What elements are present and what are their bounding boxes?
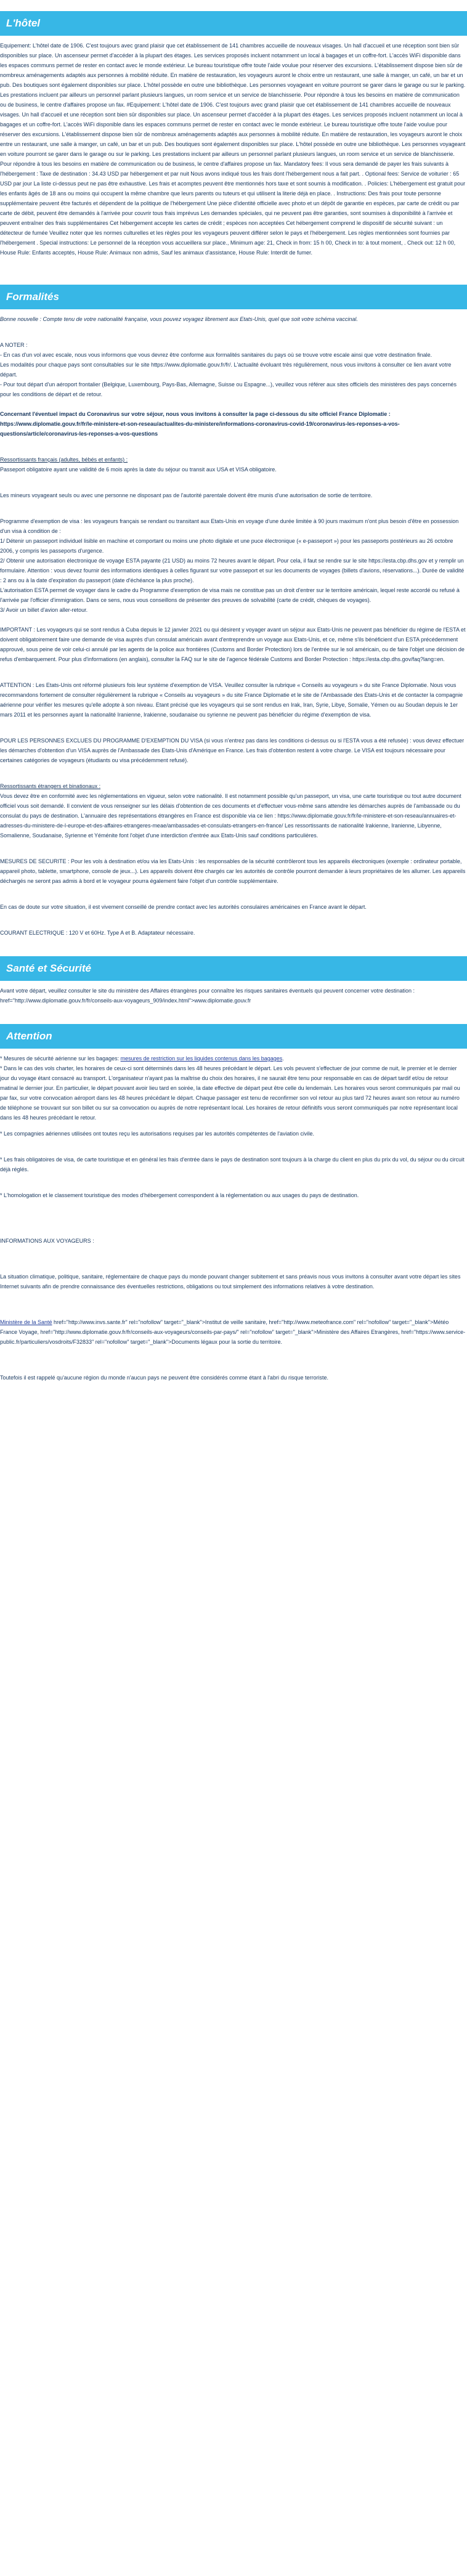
page [0,11,467,1383]
sante-content [0,986,467,1006]
informations-voyageurs-title: INFORMATIONS AUX VOYAGEURS : [0,1238,94,1244]
mesures-bagages-suffix: . [282,1055,284,1062]
mesures-liquides-link[interactable]: mesures de restriction sur les liquides contenus dans les bagages [120,1055,283,1062]
section-formalites [0,285,467,938]
programme-line-3: 2/ Obtenir une autorisation électronique de voyage ESTA payante (21 USD) au moins 72 heures avant le départ. Pour cela, il faut se rendre sur le site https://esta.cbp.dhs.gov et y remplir un formulaire. Attention : vous devez fournir des informations identiques à celles figurant sur votre passeport et sur les documents de voyages (billets d'avions, réservations...). Durée de validité : 2 ans ou à la date d'expiration du passeport (date d'échéance la plus proche). [0,558,465,583]
homologation-text: * L'homologation et le classement touristique des modes d'hébergement correspondent à la réglementation ou aux usages du pays de destination. [0,1192,359,1198]
section-title-attention: Attention [0,1024,467,1049]
a-noter-line-1: - En cas d'un vol avec escale, nous vous informons que vous devrez être conforme aux formalités sanitaires du pays où se trouve votre escale ainsi que votre destination finale. [0,352,432,358]
frais-obligatoires-text: * Les frais obligatoires de visa, de carte touristique et en général les frais d'entrée dans le pays de destination sont toujours à la charge du client en plus du prix du vol, du séjour ou du circuit déjà réglés. [0,1156,465,1172]
ministere-line [0,1317,467,1347]
formalites-content [0,314,467,938]
programme-line-2: 1/ Détenir un passeport individuel lisible en machine et comportant ou moins une photo digitale et une puce électronique (« e-passeport ») pour les passeports postérieurs au 26 octobre 2006, y compris les passeports d'urgence. [0,538,453,554]
passeport-text: Passeport obligatoire ayant une validité de 6 mois après la date du séjour ou transit aux USA et VISA obligatoire. [0,466,277,473]
ressortissants-title: Ressortissants français (adultes, bébés et enfants) : [0,457,128,463]
mesures-bagages [0,1054,467,1063]
vols-charter-text: * Dans le cas des vols charter, les horaires de ceux-ci sont déterminés dans les 48 heures précédant le départ. Les vols peuvent s'effectuer de jour comme de nuit, le premier et le dernier jour du voyage étant consacré au transport. L'organisateur n'ayant pas la maîtrise du choix des horaires, il ne saurait être tenu pour responsable en cas de départ tardif et/ou de retour matinal le dernier jour. En particulier, le départ pouvant avoir lieu tard en soirée, la date effective de départ peut être celle du lendemain. Les horaires vous seront communiqués par mail ou par fax, sur votre convocation aéroport dans les 48 heures précédant le départ. Chaque passager est tenu de reconfirmer son vol retour au plus tard 72 heures avant son retour au numéro de téléphone se trouvant sur son billet ou sur sa convocation ou auprès de notre représentant local. Les horaires de retour définitifs vous seront communiqués par notre représentant local dans les 48 heures précédant le retour. [0,1065,460,1121]
section-title-hotel: L'hôtel [0,11,467,36]
section-hotel [0,11,467,258]
attention-text: ATTENTION : Les Etats-Unis ont réformé plusieurs fois leur système d'exemption de VISA. Veuillez consulter la rubrique « Conseils au voyageurs » du site France Diplomatie. Nous vous recommandons fortement de consulter régulièrement la rubrique « Conseils au voyageurs » du site France Diplomatie et le site de l'Ambassade des Etats-Unis et de contacter la compagnie aérienne pour vérifier les mesures qu'elle adopte à son niveau. Etant précisé que les voyageurs qui se sont rendus en Irak, Iran, Syrie, Libye, Somalie, Yémen ou au Soudan depuis le 1er mars 2011 et les personnes ayant la nationalité Iranienne, Irakienne, soudanaise ou syrienne ne peuvent pas bénéficier du régime d'exemption de visa. [0,682,463,718]
coronavirus-notice: Concernant l'éventuel impact du Coronavirus sur votre séjour, nous vous invitons à consulter la page ci-dessous du site officiel France Diplomatie : https://www.diplomatie.gouv.fr/fr/le-ministere-et-son-reseau/actualites-du-ministere/informations-coronavirus-covid-19/coronavirus-les-reponses-a-vos-questions/article/coronavirus-les-reponses-a-vos-questions [0,411,400,437]
section-title-sante: Santé et Sécurité [0,956,467,981]
important-text: IMPORTANT : Les voyageurs qui se sont rendus à Cuba depuis le 12 janvier 2021 ou qui désirent y voyager avant un séjour aux Etats-Unis ne peuvent pas bénéficier du régime de l'ESTA et doivent obligatoirement faire une demande de visa auprès d'un consulat américain avant d'entreprendre un voyage aux Etats-Unis, et ce, même s'ils bénéficient d'un ESTA précédemment approuvé, sous peine de voir celui-ci annulé par les agents de la police aux frontières (Customs and Border Protection) lors de l'entrée sur le sol américain, ou de faire l'objet une décision de refus d'embarquement. Pour plus d'informations (en anglais), consulter la FAQ sur le site de l'agence fédérale Customs and Border Protection : https://esta.cbp.dhs.gov/faq?lang=en. [0,627,466,662]
cas-de-doute-text: En cas de doute sur votre situation, il est vivement conseillé de prendre contact avec les autorités consulaires américaines en France avant le départ. [0,904,367,910]
mesures-bagages-prefix: * Mesures de sécurité aérienne sur les bagages: [0,1055,121,1062]
etrangers-title: Ressortissants étrangers et binationaux : [0,783,101,789]
a-noter-line-3: - Pour tout départ d'un aéroport frontalier (Belgique, Luxembourg, Pays-Bas, Allemagne, Suisse ou Espagne...), veuillez vous référer aux sites officiels des ministères des pays concernés pour les conditions de départ et de retour. [0,381,457,397]
ministere-rest-text: href="http://www.invs.sante.fr" rel="nofollow" target="_blank">Institut de veille sanitaire, href="http://www.meteofrance.com" rel="nofollow" target="_blank">Météo France Voyage, href="http://www.diplomatie.gouv.fr/fr/conseils-aux-voyageurs/conseils-par-pays/" rel="nofollow" target="_blank">Ministère des Affaires Etrangères, href="https://www.service-public.fr/particuliers/vosdroits/F32833" rel="nofollow" target="_blank">Documents légaux pour la sortie du territoire. [0,1319,466,1345]
programme-line-5: 3/ Avoir un billet d'avion aller-retour. [0,607,88,613]
hotel-content [0,41,467,258]
formalites-intro: Bonne nouvelle : Compte tenu de votre nationalité française, vous pouvez voyagez librement aux Etats-Unis, quel que soit votre schéma vaccinal. [0,316,358,322]
programme-line-4: L'autorisation ESTA permet de voyager dans le cadre du Programme d'exemption de visa mais ne constitue pas un droit d'entrer sur le territoire américain, lequel reste accordé ou refusé à l'arrivée par l'officier d'immigration. Dans ce sens, nous vous conseillons de présenter des preuves de solvabilité (carte de crédit, chèques de voyages). [0,587,460,603]
personnes-exclues-text: POUR LES PERSONNES EXCLUES DU PROGRAMME D'EXEMPTION DU VISA (si vous n'entrez pas dans les conditions ci-dessus ou si l'ESTA vous a été refusée) : vous devez effectuer les démarches d'obtention d'un VISA auprès de l'Ambassade des Etats-Unis d'Amérique en France. Les frais d'obtention restent à votre charge. Le VISA est toujours nécessaire pour certaines catégories de voyageurs (étudiants ou visa précédemment refusé). [0,737,465,763]
courant-electrique-text: COURANT ELECTRIQUE : 120 V et 60Hz. Type A et B. Adaptateur nécessaire. [0,930,195,936]
situation-text: La situation climatique, politique, sanitaire, réglementaire de chaque pays du monde pouvant changer subitement et sans préavis nous vous invitons à consulter avant votre départ les sites Internet suivants afin de prendre connaissance des éventuelles restrictions, obligations ou tout simplement des informations relatives à votre destination. [0,1274,461,1290]
compagnies-text: * Les compagnies aériennes utilisées ont toutes reçu les autorisations requises par les autorités compétentes de l'aviation civile. [0,1131,314,1137]
mesures-securite-text: MESURES DE SECURITE : Pour les vols à destination et/ou via les Etats-Unis : les responsables de la sécurité contrôleront tous les appareils électroniques (exemple : ordinateur portable, appareil photo, tablette, smartphone, console de jeux...). Les appareils doivent être chargés car les autorités de contrôle pourront demander à leurs propriétaires de les allumer. Les appareils déchargés ne seront pas admis à bord et le voyageur pourra également faire l'objet d'un contrôle supplémentaire. [0,858,466,884]
section-attention [0,1024,467,1383]
section-title-formalites: Formalités [0,285,467,309]
hotel-description: Equipement: L'hôtel date de 1906. C'est toujours avec grand plaisir que cet établissement de 141 chambres accueille de nouveaux visages. Un hall d'accueil et une réception sont bien sûr disponibles sur place. Un ascenseur permet d'accéder à la plupart des étages. Les services proposés incluent notamment un local à bagages et un coffre-fort. L'accès WiFi disponible dans les espaces communs permet de rester en contact avec le monde extérieur. Le bureau touristique offre toute l'aide voulue pour réserver des excursions. L'établissement dispose bien sûr de nombreux aménagements adaptés aux personnes à mobilité réduite. En matière de restauration, les voyageurs auront le choix entre un restaurant, une salle à manger, un café, un bar et un pub. Des boutiques sont également disponibles sur place. L'hôtel possède en outre une bibliothèque. Les personnes voyageant en voiture pourront se garer dans le garage ou sur le parking. Les prestations incluent par ailleurs un personnel parlant plusieurs langues, un room service et un service de blanchisserie. Pour répondre à tous les besoins en matière de communication ou de business, le centre d'affaires propose un fax. #Equipement: L'hôtel date de 1906. C'est toujours avec grand plaisir que cet établissement de 141 chambres accueille de nouveaux visages. Un hall d'accueil et une réception sont bien sûr disponibles sur place. Un ascenseur permet d'accéder à la plupart des étages. Les services proposés incluent notamment un local à bagages et un coffre-fort. L'accès WiFi disponible dans les espaces communs permet de rester en contact avec le monde extérieur. Le bureau touristique offre toute l'aide voulue pour réserver des excursions. L'établissement dispose bien sûr de nombreux aménagements adaptés aux personnes à mobilité réduite. En matière de restauration, les voyageurs auront le choix entre un restaurant, une salle à manger, un café, un bar et un pub. Des boutiques sont également disponibles sur place. L'hôtel possède en outre une bibliothèque. Les personnes voyageant en voiture pourront se garer dans le garage ou sur le parking. Les prestations incluent par ailleurs un personnel parlant plusieurs langues, un room service et un service de blanchisserie. Pour répondre à tous les besoins en matière de communication ou de business, le centre d'affaires propose un fax. Mandatory fees: Il vous sera demandé de payer les frais suivants à l'hébergement : Taxe de destination : 34.43 USD par hébergement et par nuit Nous avons indiqué tous les frais dont l'hébergement nous a fait part. . Optional fees: Service de voiturier : 65 USD par jour La liste ci-dessus peut ne pas être exhaustive. Les frais et acomptes peuvent être mentionnés hors taxe et sont soumis à modification. . Policies: L'hébergement est gratuit pour les enfants âgés de 18 ans ou moins qui occupent la même chambre que leurs parents ou tuteurs et qui utilisent la literie déjà en place. . Instructions: Des frais pour toute personne supplémentaire peuvent être facturés et dépendent de la politique de l'hébergement Une pièce d'identité officielle avec photo et un dépôt de garantie en espèces, par carte de crédit ou par carte de débit, peuvent être demandés à l'arrivée pour couvrir tous frais imprévus Les demandes spéciales, qui ne peuvent pas être garanties, sont soumises à disponibilité à l'arrivée et peuvent entraîner des frais supplémentaires Cet hébergement accepte les cartes de crédit ; espèces non acceptées Cet hébergement comprend le dispositif de sécurité suivant : un détecteur de fumée Veuillez noter que les normes culturelles et les règles pour les voyageurs peuvent différer selon le pays et l'hébergement. Les règles mentionnées sont fournies par l'hébergement . Special instructions: Le personnel de la réception vous accueillera sur place., Minimum age: 21, Check in from: 15 h 00, Check in to: à tout moment, . Check out: 12 h 00, House Rule: Enfants acceptés, House Rule: Animaux non admis, Sauf les animaux d'assistance, House Rule: Interdit de fumer. [0,43,466,256]
toutefois-text: Toutefois il est rappelé qu'aucune région du monde n'aucun pays ne peuvent être considérés comme étant à l'abri du risque terroriste. [0,1375,328,1381]
ministere-sante-link[interactable]: Ministère de la Santé [0,1319,52,1325]
attention-content [0,1054,467,1383]
programme-line-1: Programme d'exemption de visa : les voyageurs français se rendant ou transitant aux Etats-Unis en voyage d'une durée limitée à 90 jours maximum n'ont plus besoin d'être en possession d'un visa à condition de : [0,518,459,534]
section-sante [0,956,467,1006]
a-noter-title: A NOTER : [0,342,28,348]
a-noter-line-2: Les modalités pour chaque pays sont consultables sur le site https://www.diplomatie.gouv.fr/fr/. L'actualité évoluant très régulièrement, nous vous invitons à consulter ce lien avant votre départ. [0,362,452,378]
sante-text: Avant votre départ, veuillez consulter le site du ministère des Affaires étrangères pour connaître les risques sanitaires éventuels qui peuvent concerner votre destination : href="http://www.diplomatie.gouv.fr/fr/conseils-aux-voyageurs_909/index.html">www.diplomatie.gouv.fr [0,988,415,1004]
etrangers-text: Vous devez être en conformité avec les réglementations en vigueur, selon votre nationalité. Il est notamment possible qu'un passeport, un visa, une carte touristique ou tout autre document officiel vous soit demandé. Il convient de vous renseigner sur les délais d'obtention de ces documents et d'effectuer vous-même sans attendre les démarches auprès de l'ambassade ou du consulat du pays de destination. L'annuaire des représentations étrangères en France est disponible via ce lien : https://www.diplomatie.gouv.fr/fr/le-ministere-et-son-reseau/annuaires-et-adresses-du-ministere-de-l-europe-et-des-affaires-etrangeres-meae/ambassades-et-consulats-etrangers-en-france/ Les ressortissants de nationalité Irakienne, Iranienne, Libyenne, Somalienne, Soudanaise, Syrienne et Yéménite font l'objet d'une interdiction d'entrée aux Etats-Unis sauf conditions particulières. [0,793,461,839]
mineurs-text: Les mineurs voyageant seuls ou avec une personne ne disposant pas de l'autorité parentale doivent être munis d'une autorisation de sortie de territoire. [0,492,373,498]
